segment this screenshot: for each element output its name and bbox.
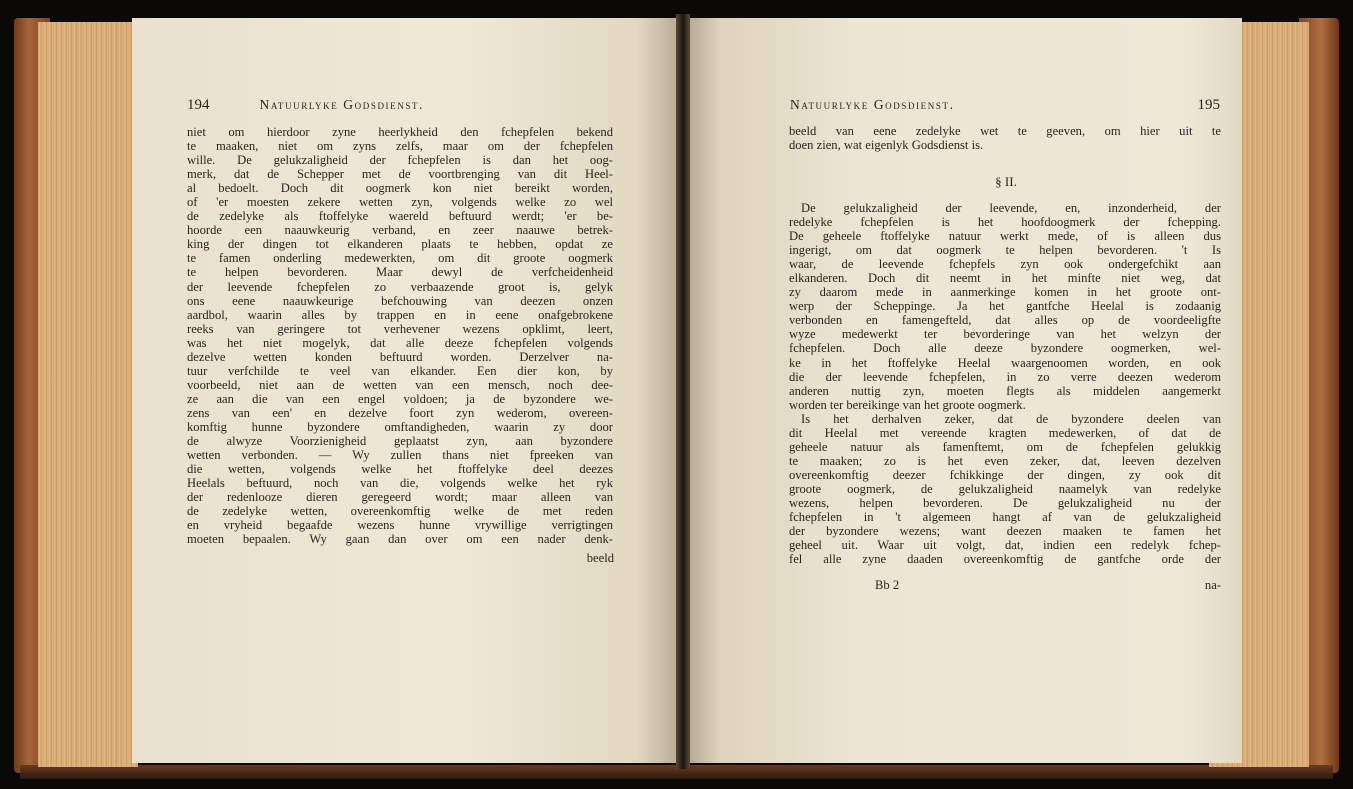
text-line: der leevende fchepfelen zo verbaazende groot is, gelyk xyxy=(187,279,613,294)
text-line: ke in het ftoffelyke Heelal waargenoomen worden, en ook xyxy=(789,355,1221,370)
text-line: de alwyze Voorzienigheid geplaatst zyn, aan byzondere xyxy=(187,434,613,449)
section-heading: § II. xyxy=(995,174,1017,189)
right-page-number: 195 xyxy=(1197,97,1220,113)
text-line: zens van een' en dezelve foort zyn wederom, overeen- xyxy=(187,405,613,420)
text-line: en vryheid begaafde wezens hunne vrywillige verrigtingen xyxy=(187,518,613,533)
page-edges-left xyxy=(38,22,138,767)
text-line: te maaken, niet om zyns zelfs, maar om der fchepfelen xyxy=(187,139,613,154)
text-line: dezelve wetten konden beftuurd worden. Derzelver na- xyxy=(187,349,613,364)
text-line: Is het derhalven zeker, dat de byzondere deelen van xyxy=(801,411,1221,426)
text-line: ingerigt, om dat oogmerk te helpen bevorderen. 't Is xyxy=(789,243,1221,258)
text-line: hoorde een naauwkeurig verband, en zeer naauwe betrek- xyxy=(187,223,613,238)
text-line: overeenkomftig deezer fchikkinge der dingen, zy ook dit xyxy=(789,467,1221,482)
text-line: dit Heelal met vereende kragten medewerken, of dat de xyxy=(789,425,1221,440)
text-line: groote oogmerk, de gelukzaligheid naamelyk van redelyke xyxy=(789,481,1221,496)
text-line: aardbol, waarin alles by trappen en in eene onafgebrokene xyxy=(187,307,613,322)
text-line: niet om hierdoor zyne heerlykheid den fchepfelen bekend xyxy=(187,125,613,139)
book-gutter xyxy=(676,14,690,769)
right-running-head xyxy=(790,97,1220,119)
text-line: king der dingen tot elkanderen plaats te hebben, opdat ze xyxy=(187,237,613,252)
right-catchword: na- xyxy=(1204,578,1221,592)
text-line: de zedelyke wetten, overeenkomftig welke de met reden xyxy=(187,504,613,519)
right-body-text-top xyxy=(789,124,1221,152)
left-running-title: Natuurlyke Godsdienst. xyxy=(259,97,425,112)
text-line: wetten verbonden. — Wy zullen thans niet fpreeken van xyxy=(187,448,613,463)
text-line: tuur verfchilde te veel van elkander. Een dier kon, by xyxy=(187,363,613,378)
text-line: De geheele ftoffelyke natuur werkt mede, of is alleen dus xyxy=(789,229,1221,244)
text-line: elkanderen. Doch dit neemt in het minfte niet weg, dat xyxy=(789,271,1221,286)
text-line: te famen onderling medewerkten, om dit groote oogmerk xyxy=(187,251,613,266)
text-line: fel alle zyne daaden overeenkomftig de gantfche orde der xyxy=(789,552,1221,567)
text-line: ze aan die van een engel voldoen; ja de byzondere we- xyxy=(187,391,613,406)
left-page-number: 194 xyxy=(187,97,210,113)
text-line: doen zien, wat eigenlyk Godsdienst is. xyxy=(789,138,984,153)
text-line: al bedoelt. Doch dit oogmerk kon niet bereikt worden, xyxy=(187,181,613,196)
text-line: Heelals beftuurd, noch van die, volgends welke het ryk xyxy=(187,476,613,491)
text-line: wezens, helpen bevorderen. De gelukzaligheid nu der xyxy=(789,495,1221,510)
text-line: waar, de leevende fchepfels zyn ook ondergefchikt aan xyxy=(789,257,1221,272)
text-line: verbonden en famengefteld, dat alles op de voordeeligfte xyxy=(789,313,1221,328)
text-line: te helpen bevorderen. Maar dewyl de verfcheidenheid xyxy=(187,265,613,280)
text-line: ons eene naauwkeurige befchouwing van deezen onzen xyxy=(187,293,613,308)
signature-mark: Bb 2 xyxy=(875,578,900,592)
text-line: reeks van geringere tot verhevener wezens opklimt, leert, xyxy=(187,321,613,336)
text-line: wyze medewerkt ter bevorderinge van het welzyn der xyxy=(789,327,1221,342)
right-body-text xyxy=(789,201,1221,566)
left-running-head xyxy=(187,97,607,119)
text-line: fchepfelen. Doch alle deeze byzondere oogmerken, wel- xyxy=(789,341,1221,356)
text-line: geheel uit. Waar uit volgt, dat, indien een redelyk fchep- xyxy=(789,538,1221,553)
left-catchword: beeld xyxy=(586,551,614,565)
right-running-title: Natuurlyke Godsdienst. xyxy=(790,97,955,112)
text-line: te maaken; zo is het even zeker, dat, leeven dezelven xyxy=(789,453,1221,468)
text-line: moeten bepaalen. Wy gaan dan over om een nader denk- xyxy=(187,532,613,547)
text-line: fchepfelen in 't algemeen hangt af van de gelukzaligheid xyxy=(789,510,1221,525)
text-line: redelyke fchepfelen is het hoofdoogmerk der fchepping. xyxy=(789,215,1221,230)
text-line: die wetten, volgends welke het ftoffelyke deel deezes xyxy=(187,462,613,477)
text-line: wille. De gelukzaligheid der fchepfelen is dan het oog- xyxy=(187,153,613,168)
text-line: der byzondere wezens; want deezen maaken te famen het xyxy=(789,524,1221,539)
text-line: der redenlooze dieren geregeerd wordt; maar alleen van xyxy=(187,490,613,505)
text-line: was het niet mogelyk, dat alle deeze fchepfelen volgends xyxy=(187,335,613,350)
text-line: voorbeeld, niet aan de wetten van een mensch, noch dee- xyxy=(187,377,613,392)
text-line: die der leevende fchepfelen, in zo verre deezen wederom xyxy=(789,369,1221,384)
text-line: beeld van eene zedelyke wet te geeven, om hier uit te xyxy=(789,124,1221,138)
text-line: de zedelyke als ftoffelyke waereld beftuurd werdt; 'er be- xyxy=(187,209,613,224)
text-line: anderen nuttig zyn, moeten flegts als middelen aangemerkt xyxy=(789,383,1221,398)
text-line: geheele natuur als famenftemt, om de fchepfelen gelukkig xyxy=(789,439,1221,454)
left-body-text xyxy=(187,125,613,546)
text-line: merk, dat de Schepper met de voortbrenging van dit Heel- xyxy=(187,167,613,182)
text-line: worden ter bereikinge van het groote oogmerk. xyxy=(789,397,1026,412)
text-line: komftig hunne byzondere omftandigheden, waarin zy door xyxy=(187,419,613,434)
text-line: of 'er moesten zekere wetten zyn, volgends welke zo wel xyxy=(187,195,613,210)
text-line: De gelukzaligheid der leevende, en, inzonderheid, der xyxy=(801,201,1221,215)
text-line: werp der Scheppinge. Ja het gantfche Heelal is zodaanig xyxy=(789,299,1221,314)
text-line: zy daarom mede in aanmerkinge komen in het groote ont- xyxy=(789,285,1221,300)
